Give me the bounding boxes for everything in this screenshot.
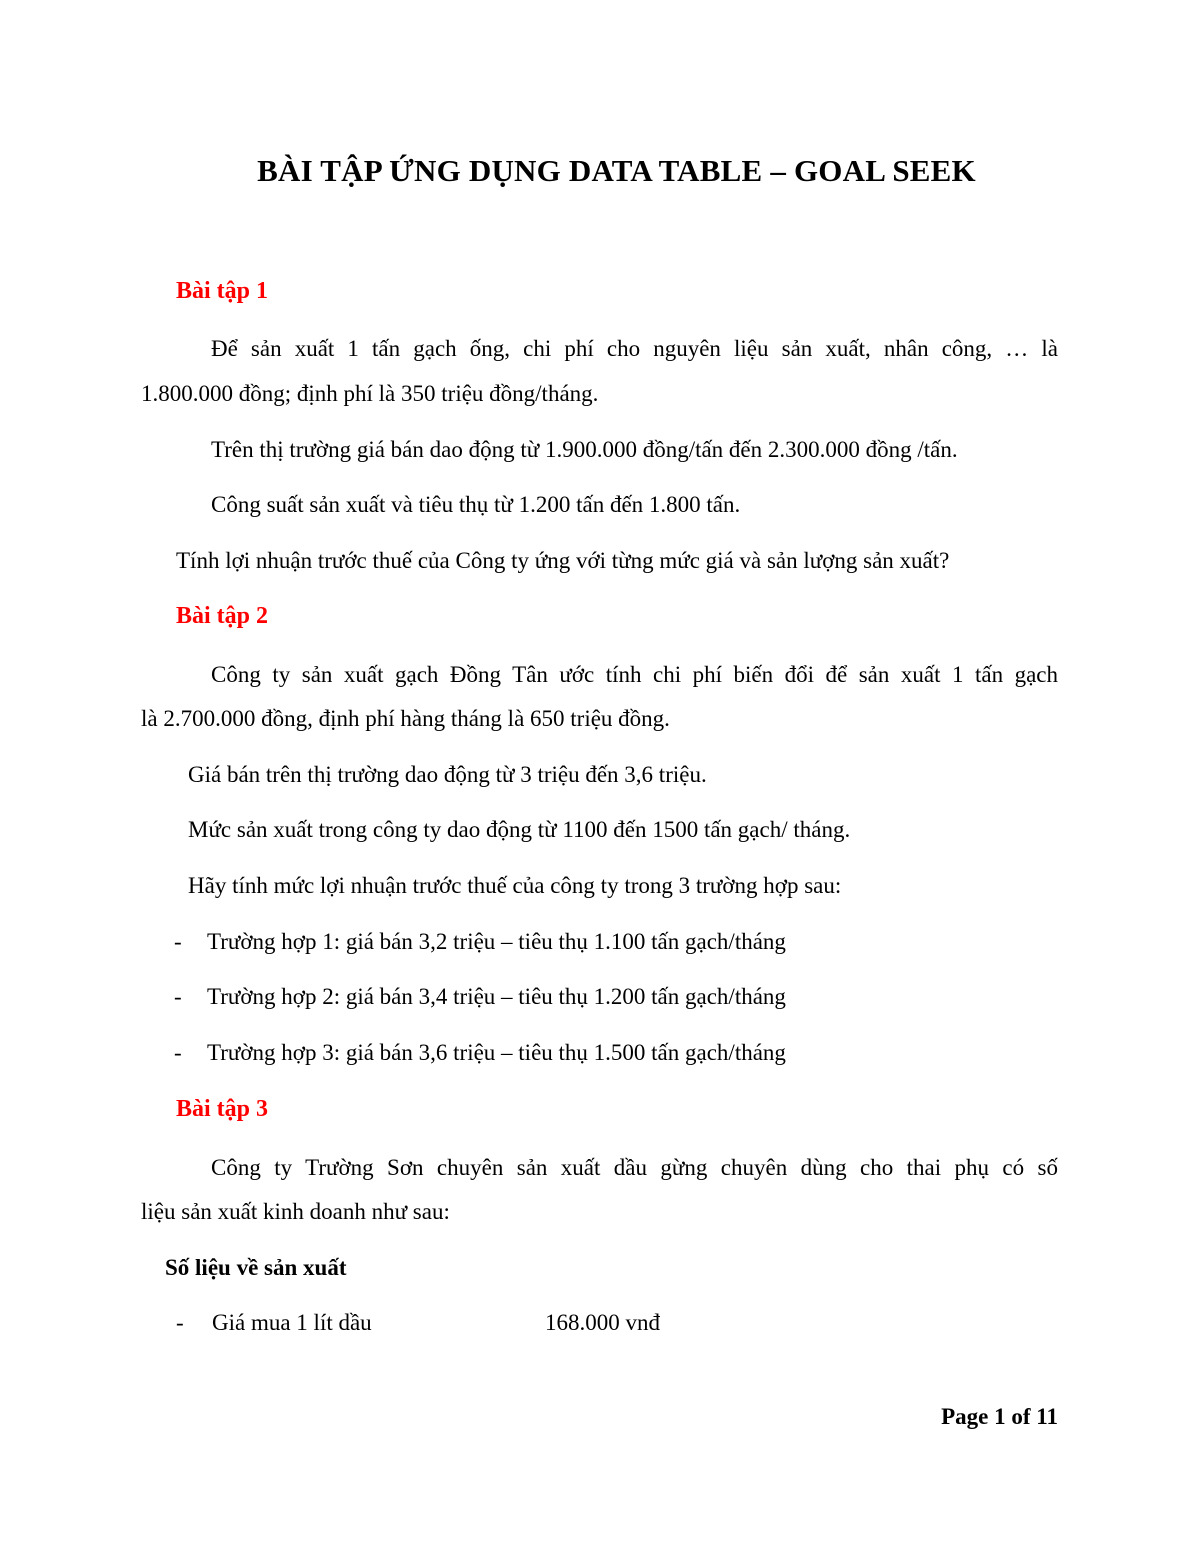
case-1-bullet: -	[174, 929, 182, 954]
case-3-text: Trường hợp 3: giá bán 3,6 triệu – tiêu thụ 1.500 tấn gạch/tháng	[207, 1040, 786, 1065]
exercise-1-price-range: Trên thị trường giá bán dao động từ 1.900.000 đồng/tấn đến 2.300.000 đồng /tấn.	[211, 437, 958, 462]
exercise-2-paragraph-line-2: là 2.700.000 đồng, định phí hàng tháng là 650 triệu đồng.	[141, 706, 670, 731]
case-2-text: Trường hợp 2: giá bán 3,4 triệu – tiêu thụ 1.200 tấn gạch/tháng	[207, 984, 786, 1009]
exercise-3-paragraph-line-1: Công ty Trường Sơn chuyên sản xuất dầu gừng chuyên dùng cho thai phụ có số	[211, 1155, 1058, 1180]
exercise-2-instruction: Hãy tính mức lợi nhuận trước thuế của công ty trong 3 trường hợp sau:	[188, 873, 842, 898]
case-3-bullet: -	[174, 1040, 182, 1065]
exercise-2-heading: Bài tập 2	[176, 603, 269, 629]
exercise-3-heading: Bài tập 3	[176, 1096, 269, 1122]
oil-price-bullet: -	[176, 1310, 184, 1335]
exercise-2-price-range: Giá bán trên thị trường dao động từ 3 triệu đến 3,6 triệu.	[188, 762, 707, 787]
production-data-subheading: Số liệu về sản xuất	[165, 1255, 347, 1280]
oil-price-label: Giá mua 1 lít dầu	[212, 1310, 372, 1335]
exercise-1-paragraph-line-2: 1.800.000 đồng; định phí là 350 triệu đồng/tháng.	[141, 381, 599, 406]
exercise-1-paragraph-line-1: Để sản xuất 1 tấn gạch ống, chi phí cho nguyên liệu sản xuất, nhân công, … là	[211, 336, 1058, 361]
exercise-3-paragraph-line-2: liệu sản xuất kinh doanh như sau:	[141, 1199, 450, 1224]
exercise-1-heading: Bài tập 1	[176, 278, 269, 304]
oil-price-value: 168.000 vnđ	[545, 1310, 660, 1335]
exercise-1-question: Tính lợi nhuận trước thuế của Công ty ứng với từng mức giá và sản lượng sản xuất?	[176, 548, 950, 573]
page-number: Page 1 of 11	[941, 1404, 1058, 1429]
exercise-2-production-range: Mức sản xuất trong công ty dao động từ 1100 đến 1500 tấn gạch/ tháng.	[188, 817, 851, 842]
document-title: BÀI TẬP ỨNG DỤNG DATA TABLE – GOAL SEEK	[257, 153, 976, 188]
case-1-text: Trường hợp 1: giá bán 3,2 triệu – tiêu thụ 1.100 tấn gạch/tháng	[207, 929, 786, 954]
exercise-1-capacity: Công suất sản xuất và tiêu thụ từ 1.200 tấn đến 1.800 tấn.	[211, 492, 741, 517]
exercise-2-paragraph-line-1: Công ty sản xuất gạch Đồng Tân ước tính chi phí biến đổi để sản xuất 1 tấn gạch	[211, 662, 1058, 687]
case-2-bullet: -	[174, 984, 182, 1009]
